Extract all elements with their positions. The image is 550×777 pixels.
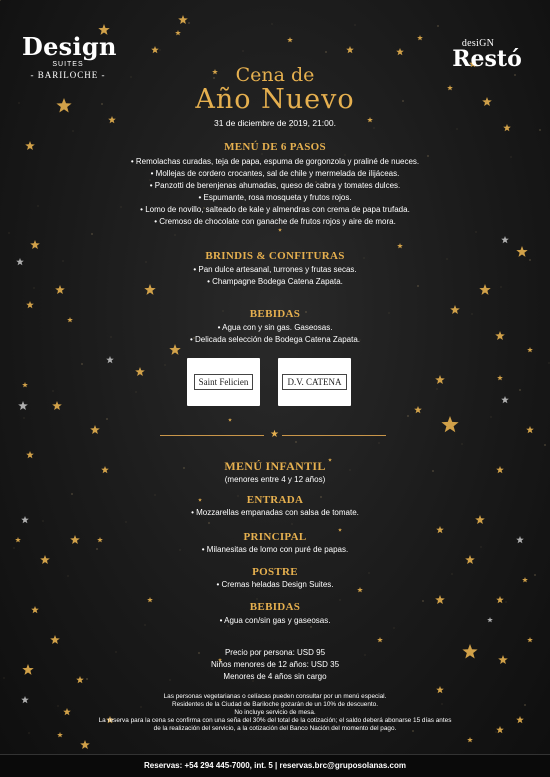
principal-item: • Milanesitas de lomo con puré de papas.	[201, 545, 349, 554]
menu6-heading: MENÚ DE 6 PASOS	[224, 141, 326, 153]
divider-left	[160, 435, 264, 436]
price-line: Precio por persona: USD 95	[224, 648, 326, 657]
fine-print-line: Residentes de la Ciudad de Bariloche gozarán de un 10% de descuento.	[171, 701, 379, 708]
menu6-item: • Lomo de novillo, salteado de kale y almendras con crema de papa trufada.	[140, 205, 410, 214]
menu6-item: • Panzotti de berenjenas ahumadas, queso de cabra y tomates dulces.	[149, 181, 401, 190]
price-line: Menores de 4 años sin cargo	[223, 672, 327, 681]
title-line1: Cena de	[235, 64, 315, 86]
postre-item: • Cremas heladas Design Suites.	[216, 580, 334, 589]
title-line2: Año Nuevo	[195, 84, 355, 115]
fine-print-line: Las personas vegetarianas o celíacas pueden consultar por un menú especial.	[163, 693, 387, 700]
brindis-item: • Pan dulce artesanal, turrones y frutas secas.	[193, 265, 357, 274]
menu6-item: • Espumante, rosa mosqueta y frutos rojos.	[198, 193, 352, 202]
bebidas-heading: BEBIDAS	[249, 308, 301, 320]
fine-print-line: La reserva para la cena se confirma con una seña del 30% del total de la cotización; el saldo deberá abonarse 15 días antes	[98, 717, 452, 724]
logo-suites: SUITES	[52, 61, 84, 68]
menu6-item: • Cremoso de chocolate con ganache de frutos rojos y aire de mora.	[154, 217, 396, 226]
infantil-bebidas-item: • Agua con/sin gas y gaseosas.	[219, 616, 331, 625]
entrada-heading: ENTRADA	[246, 494, 304, 506]
saint-felicien-logo	[187, 358, 260, 406]
menu6-item: • Remolachas curadas, teja de papa, espuma de gorgonzola y praliné de nueces.	[130, 157, 420, 166]
entrada-item: • Mozzarellas empanadas con salsa de tomate.	[191, 508, 359, 517]
resto-logo-small: desiGN	[461, 38, 495, 49]
event-date: 31 de diciembre de 2019, 21:00.	[214, 118, 336, 128]
principal-heading: PRINCIPAL	[243, 531, 307, 543]
bebidas-item: • Agua con y sin gas. Gaseosas.	[217, 323, 333, 332]
brindis-item: • Champagne Bodega Catena Zapata.	[207, 277, 343, 286]
bebidas-item: • Delicada selección de Bodega Catena Zapata.	[189, 335, 361, 344]
postre-heading: POSTRE	[252, 566, 298, 578]
fine-print-line: de la realización del servicio, a la cotización del Banco Nación del momento del pago.	[153, 725, 397, 732]
divider-right	[282, 435, 386, 436]
saint-felicien-label: Saint Felicien	[194, 374, 254, 390]
dv-catena-logo	[278, 358, 351, 406]
brindis-heading: BRINDIS & CONFITURAS	[205, 250, 345, 262]
dv-catena-label: D.V. CATENA	[282, 374, 346, 390]
infantil-bebidas-heading: BEBIDAS	[249, 601, 301, 613]
price-line: Niños menores de 12 años: USD 35	[210, 660, 340, 669]
fine-print-line: No incluye servicio de mesa.	[234, 709, 316, 716]
infantil-heading: MENÚ INFANTIL	[224, 459, 326, 473]
reservations-footer: Reservas: +54 294 445-7000, int. 5 | reservas.brc@gruposolanas.com	[0, 754, 550, 777]
resto-logo-big: Restó	[452, 46, 522, 72]
logo-brand: Design	[22, 32, 117, 61]
divider-star-icon: ★	[270, 429, 279, 440]
infantil-subtitle: (menores entre 4 y 12 años)	[224, 475, 326, 484]
logo-city: - BARILOCHE -	[30, 70, 106, 80]
menu6-item: • Mollejas de cordero crocantes, sal de chile y mermelada de ilijáceas.	[150, 169, 400, 178]
